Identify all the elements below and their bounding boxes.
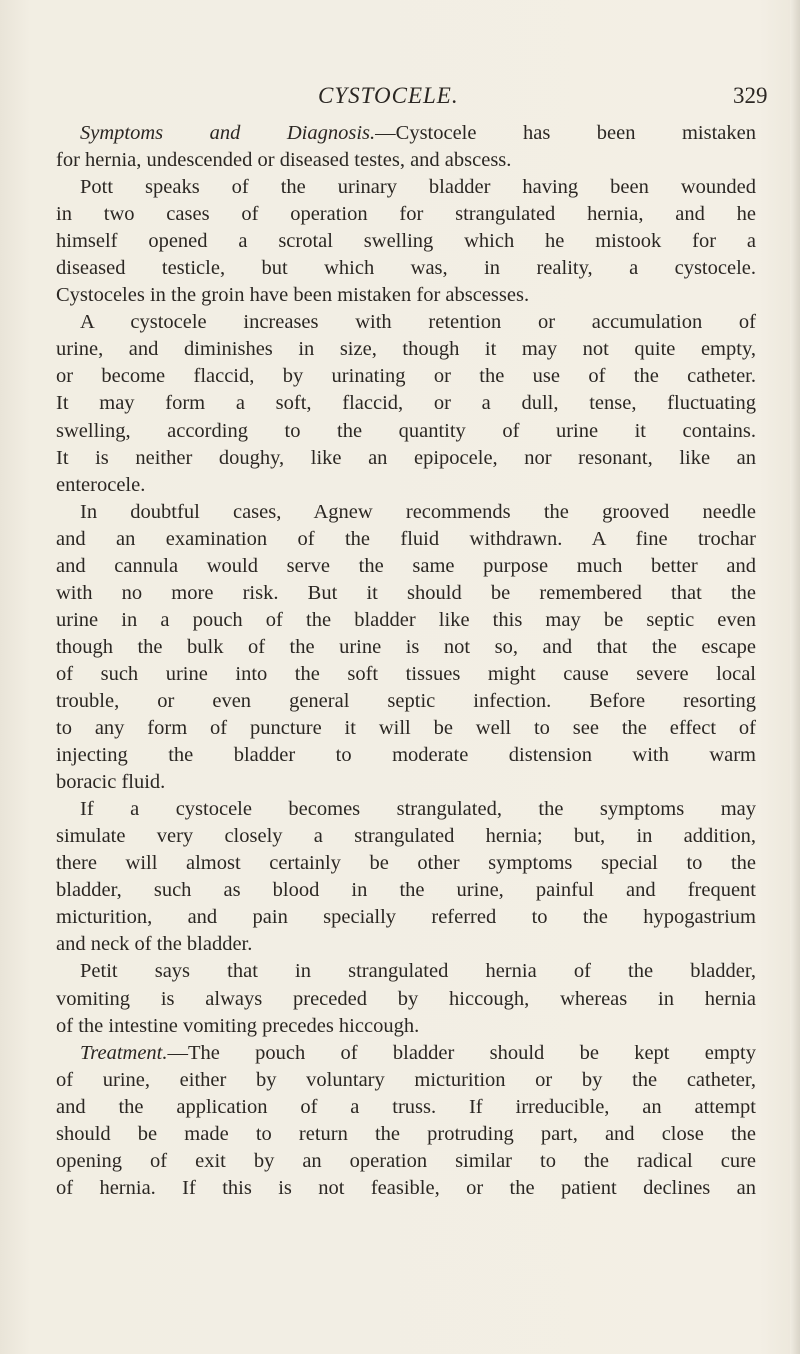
line-text: of hernia. If this is not feasible, or the patient declines an <box>56 1176 756 1199</box>
text-line <box>56 986 756 1013</box>
line-text: swelling, according to the quantity of urine it contains. <box>56 419 756 442</box>
text-line <box>56 931 756 958</box>
line-text: opening of exit by an operation similar to the radical cure <box>56 1149 756 1172</box>
text-line <box>56 228 756 255</box>
line-text: though the bulk of the urine is not so, and that the escape <box>56 635 756 658</box>
line-text: should be made to return the protruding part, and close the <box>56 1122 756 1145</box>
line-text: —The pouch of bladder should be kept empty <box>167 1041 756 1064</box>
line-text: urine in a pouch of the bladder like this may be septic even <box>56 608 756 631</box>
text-line <box>56 715 756 742</box>
line-text: to any form of puncture it will be well to see the effect of <box>56 717 756 740</box>
line-text: there will almost certainly be other symptoms special to the <box>56 852 756 875</box>
section-heading: Treatment. <box>80 1041 168 1064</box>
text-line <box>56 309 756 336</box>
line-text: of urine, either by voluntary micturition or by the catheter, <box>56 1068 756 1091</box>
text-line <box>56 796 756 823</box>
line-text: and an examination of the fluid withdrawn. A fine trochar <box>56 527 756 550</box>
text-line <box>56 147 756 174</box>
text-line <box>56 120 756 147</box>
line-text: himself opened a scrotal swelling which he mistook for a <box>56 230 756 253</box>
text-line <box>56 1148 756 1175</box>
text-line <box>56 877 756 904</box>
text-line <box>56 1175 756 1202</box>
text-line <box>56 1067 756 1094</box>
text-line <box>56 526 756 553</box>
line-text: Cystoceles in the groin have been mistaken for abscesses. <box>56 284 530 307</box>
line-text: It may form a soft, flaccid, or a dull, tense, fluctuating <box>56 392 756 415</box>
line-text: boracic fluid. <box>56 771 166 794</box>
text-line <box>56 499 756 526</box>
page-number: 329 <box>733 83 768 108</box>
line-text: urine, and diminishes in size, though it may not quite empty, <box>56 338 756 361</box>
page-edge-shadow <box>790 0 800 1354</box>
line-text: In doubtful cases, Agnew recommends the grooved needle <box>80 500 756 523</box>
text-line <box>56 472 756 499</box>
text-line <box>56 336 756 363</box>
section-heading: Symptoms and Diagnosis. <box>80 122 376 144</box>
text-line <box>56 553 756 580</box>
text-line <box>56 174 756 201</box>
line-text: vomiting is always preceded by hiccough, whereas in hernia <box>56 987 756 1010</box>
text-line <box>56 607 756 634</box>
text-line <box>56 823 756 850</box>
text-line <box>56 363 756 390</box>
body-text <box>56 120 756 1202</box>
text-line <box>56 904 756 931</box>
text-line <box>56 634 756 661</box>
line-text: If a cystocele becomes strangulated, the symptoms may <box>80 798 756 821</box>
line-text: —Cystocele has been mistaken <box>375 122 756 144</box>
text-line <box>56 769 756 796</box>
line-text: It is neither doughy, like an epipocele, nor resonant, like an <box>56 446 756 469</box>
text-line <box>56 1121 756 1148</box>
text-line <box>56 201 756 228</box>
line-text: or become flaccid, by urinating or the use of the catheter. <box>56 365 756 388</box>
text-line <box>56 958 756 985</box>
text-line <box>56 1040 756 1067</box>
line-text: with no more risk. But it should be remembered that the <box>56 581 756 604</box>
line-text: enterocele. <box>56 473 146 496</box>
line-text: Petit says that in strangulated hernia of the bladder, <box>80 960 756 983</box>
running-head: CYSTOCELE. <box>318 83 459 108</box>
line-text: simulate very closely a strangulated hernia; but, in addition, <box>56 825 756 848</box>
line-text: A cystocele increases with retention or accumulation of <box>80 311 756 334</box>
text-line <box>56 742 756 769</box>
page-header <box>0 78 800 114</box>
line-text: bladder, such as blood in the urine, painful and frequent <box>56 879 756 902</box>
text-line <box>56 445 756 472</box>
text-line <box>56 282 756 309</box>
text-line <box>56 1013 756 1040</box>
line-text: micturition, and pain specially referred to the hypogastrium <box>56 906 756 929</box>
text-line <box>56 580 756 607</box>
text-line <box>56 688 756 715</box>
line-text: of such urine into the soft tissues might cause severe local <box>56 662 756 685</box>
text-line <box>56 418 756 445</box>
line-text: and the application of a truss. If irreducible, an attempt <box>56 1095 756 1118</box>
text-line <box>56 661 756 688</box>
line-text: and cannula would serve the same purpose much better and <box>56 554 756 577</box>
line-text: Pott speaks of the urinary bladder having been wounded <box>80 176 756 199</box>
line-text: diseased testicle, but which was, in reality, a cystocele. <box>56 257 756 280</box>
text-line <box>56 255 756 282</box>
line-text: for hernia, undescended or diseased testes, and abscess. <box>56 149 512 172</box>
line-text: and neck of the bladder. <box>56 933 253 956</box>
text-line <box>56 1094 756 1121</box>
text-line <box>56 390 756 417</box>
line-text: of the intestine vomiting precedes hiccough. <box>56 1014 420 1037</box>
text-line <box>56 850 756 877</box>
line-text: injecting the bladder to moderate distension with warm <box>56 744 756 767</box>
line-text: trouble, or even general septic infection. Before resorting <box>56 689 756 712</box>
line-text: in two cases of operation for strangulated hernia, and he <box>56 203 756 226</box>
